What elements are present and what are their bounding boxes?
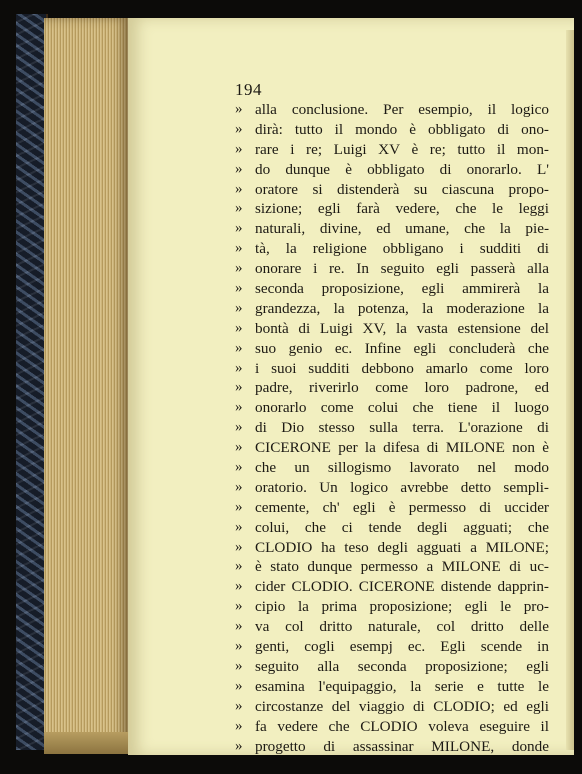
line-text: che un sillogismo lavorato nel modo: [255, 459, 549, 477]
quote-mark: »: [235, 518, 243, 535]
quote-mark: »: [235, 657, 243, 674]
line-text: oratore si distenderà su ciascuna propo-: [255, 180, 549, 198]
quote-mark: »: [235, 638, 243, 655]
text-line: [235, 617, 549, 637]
text-line: [235, 239, 549, 259]
text-line: [235, 518, 549, 538]
quote-mark: »: [235, 280, 243, 297]
text-line: [235, 557, 549, 577]
quote-mark: »: [235, 101, 243, 117]
quote-mark: »: [235, 598, 243, 615]
line-text: seconda proposizione, egli ammirerà la: [255, 280, 549, 298]
text-line: [235, 438, 549, 458]
quote-mark: »: [235, 498, 243, 515]
quote-mark: »: [235, 339, 243, 356]
text-line: [235, 398, 549, 418]
line-text: cemente, ch' egli è permesso di uccider: [255, 498, 549, 516]
line-text: suo genio ec. Infine egli concluderà che: [255, 339, 549, 357]
text-line: [235, 538, 549, 558]
text-line: [235, 140, 549, 160]
line-text: CICERONE per la difesa di MILONE non è: [255, 439, 549, 457]
text-line: [235, 180, 549, 200]
text-line: [235, 637, 549, 657]
quote-mark: »: [235, 220, 243, 237]
text-line: [235, 697, 549, 717]
quote-mark: »: [235, 697, 243, 714]
text-line: [235, 339, 549, 359]
line-text: rare i re; Luigi XV è re; tutto il mon-: [255, 140, 549, 158]
quote-mark: »: [235, 478, 243, 495]
quote-mark: »: [235, 140, 243, 157]
text-line: [235, 577, 549, 597]
quote-mark: »: [235, 677, 243, 694]
text-line: [235, 418, 549, 438]
line-text: esamina l'equipaggio, la serie e tutte le: [255, 677, 549, 695]
line-text: progetto di assassinar MILONE, donde: [255, 737, 549, 755]
quote-mark: »: [235, 618, 243, 635]
line-text: padre, riverirlo come loro padrone, ed: [255, 379, 549, 397]
text-line: [235, 160, 549, 180]
line-text: dirà: tutto il mondo è obbligato di ono-: [255, 120, 549, 138]
line-text: CLODIO ha teso degli agguati a MILONE;: [255, 538, 549, 556]
text-line: [235, 359, 549, 379]
quote-mark: »: [235, 399, 243, 416]
text-line: [235, 120, 549, 140]
line-text: grandezza, la potenza, la moderazione la: [255, 299, 549, 317]
text-line: [235, 299, 549, 319]
quote-mark: »: [235, 240, 243, 257]
page-right-edge: [566, 30, 574, 750]
line-text: oratorio. Un logico avrebbe detto sempli-: [255, 478, 549, 496]
line-text: colui, che ci tende degli agguati; che: [255, 518, 549, 536]
line-text: tà, la religione obbligano i sudditi di: [255, 240, 549, 258]
quote-mark: »: [235, 180, 243, 197]
quote-mark: »: [235, 160, 243, 177]
line-text: di Dio stesso sulla terra. L'orazione di: [255, 419, 549, 437]
quote-mark: »: [235, 459, 243, 476]
line-text: va col dritto naturale, col dritto delle: [255, 618, 549, 636]
quote-mark: »: [235, 319, 243, 336]
text-line: [235, 100, 549, 120]
line-text: genti, cogli esempj ec. Egli scende in: [255, 638, 549, 656]
line-text: onorarlo come colui che tiene il luogo: [255, 399, 549, 417]
line-text: cider CLODIO. CICERONE distende dapprin-: [255, 578, 549, 596]
line-text: do dunque è obbligato di onorarlo. L': [255, 160, 549, 178]
text-line: [235, 677, 549, 697]
text-line: [235, 319, 549, 339]
text-line: [235, 478, 549, 498]
quote-mark: »: [235, 558, 243, 575]
text-line: [235, 199, 549, 219]
quote-mark: »: [235, 717, 243, 734]
text-line: [235, 259, 549, 279]
text-line: [235, 458, 549, 478]
text-block: [235, 80, 549, 756]
page-number: 194: [235, 80, 262, 99]
line-text: seguito alla seconda proposizione; egli: [255, 657, 549, 675]
line-text: cipio la prima proposizione; egli le pro-: [255, 598, 549, 616]
quote-mark: »: [235, 439, 243, 456]
quote-mark: »: [235, 120, 243, 137]
text-line: [235, 657, 549, 677]
quote-mark: »: [235, 379, 243, 396]
text-line: [235, 597, 549, 617]
line-text: circostanze del viaggio di CLODIO; ed egli: [255, 697, 549, 715]
line-text: onorare i re. In seguito egli passerà alla: [255, 260, 549, 278]
text-line: [235, 219, 549, 239]
quote-mark: »: [235, 200, 243, 217]
line-text: i suoi sudditi debbono amarlo come loro: [255, 359, 549, 377]
text-line: [235, 717, 549, 737]
text-line: [235, 498, 549, 518]
quote-mark: »: [235, 260, 243, 277]
line-text: è stato dunque permesso a MILONE di uc-: [255, 558, 549, 576]
text-line: [235, 279, 549, 299]
text-line: [235, 737, 549, 757]
line-text: bontà di Luigi XV, la vasta estensione del: [255, 319, 549, 337]
line-text: sizione; egli farà vedere, che le leggi: [255, 200, 549, 218]
quote-mark: »: [235, 578, 243, 595]
quote-mark: »: [235, 538, 243, 555]
line-text: alla conclusione. Per esempio, il logico: [255, 101, 549, 118]
quote-mark: »: [235, 737, 243, 754]
quote-mark: »: [235, 359, 243, 376]
line-text: fa vedere che CLODIO voleva eseguire il: [255, 717, 549, 735]
quote-mark: »: [235, 419, 243, 436]
text-line: [235, 378, 549, 398]
page-edges: [44, 18, 130, 754]
line-text: naturali, divine, ed umane, che la pie-: [255, 220, 549, 238]
quote-mark: »: [235, 299, 243, 316]
